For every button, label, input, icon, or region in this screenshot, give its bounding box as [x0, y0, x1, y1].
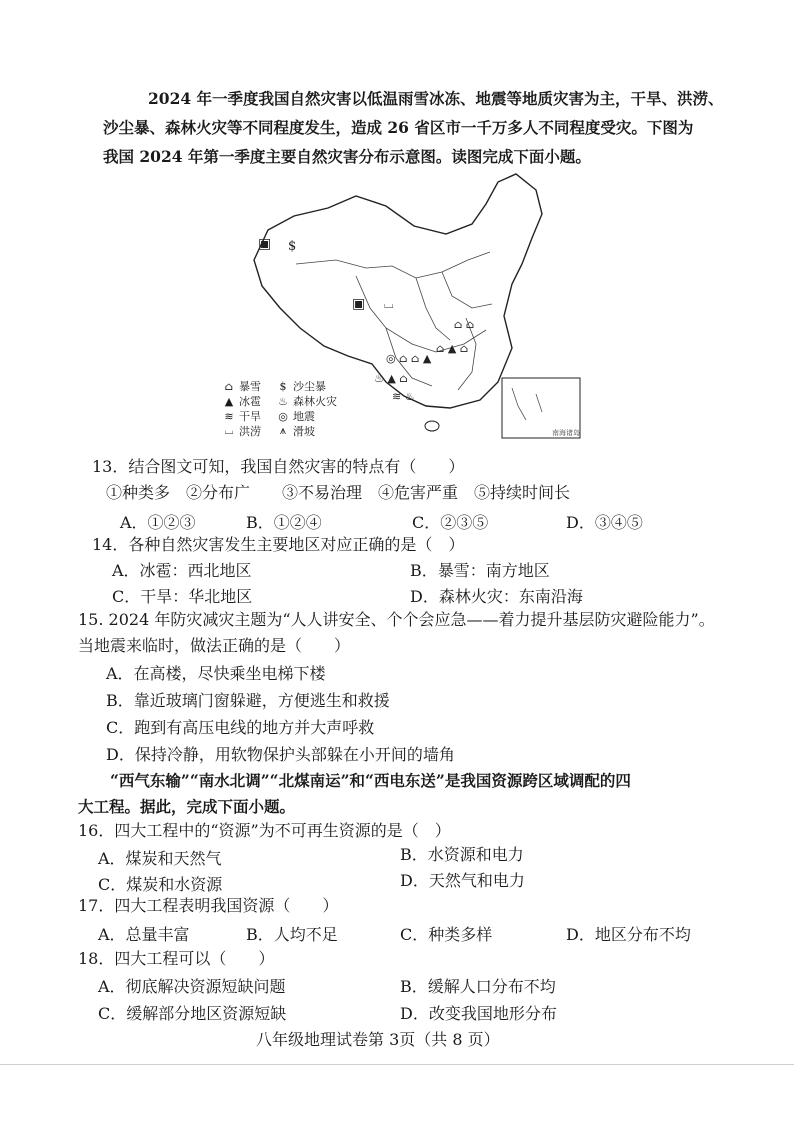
legend-forest-fire: ♨ 森林火灾	[276, 393, 337, 409]
question-14-option-b[interactable]: B．暴雪：南方地区	[410, 561, 550, 580]
question-14-option-d[interactable]: D．森林火灾：东南沿海	[410, 587, 583, 606]
question-16-option-d[interactable]: D．天然气和电力	[400, 871, 525, 890]
question-16-option-c[interactable]: C．煤炭和水资源	[98, 875, 223, 894]
flood-icon: ⌴	[224, 424, 234, 437]
question-15-option-b[interactable]: B．靠近玻璃门窗躲避，方便逃生和救援	[106, 691, 390, 710]
question-17-option-a[interactable]: A．总量丰富	[98, 925, 190, 944]
earthquake-icon: ◎	[278, 409, 288, 423]
disaster-map	[224, 168, 586, 448]
question-15-option-a[interactable]: A．在高楼，尽快乘坐电梯下楼	[106, 664, 326, 683]
intro-line-1: 2024 年一季度我国自然灾害以低温雨雪冰冻、地震等地质灾害为主，干旱、洪涝、	[148, 89, 724, 108]
svg-text:⌂ ▲ ⌂: ⌂ ▲ ⌂	[436, 342, 469, 355]
svg-text:▣: ▣	[352, 296, 366, 312]
question-13-option-c[interactable]: C．②③⑤	[412, 513, 489, 532]
forest-fire-icon: ♨	[278, 394, 288, 408]
legend-earthquake: ◎ 地震	[276, 408, 315, 424]
question-17-stem: 17．四大工程表明我国资源（ ）	[78, 896, 339, 915]
question-16-stem: 16．四大工程中的“资源”为不可再生资源的是（ ）	[78, 821, 451, 840]
hail-icon: ▲	[224, 394, 234, 408]
question-17-option-d[interactable]: D．地区分布不均	[566, 925, 691, 944]
legend-landslide: ⩚ 滑坡	[276, 423, 315, 439]
question-15-option-c[interactable]: C．跑到有高压电线的地方并大声呼救	[106, 718, 375, 737]
drought-icon: ≋	[224, 409, 234, 423]
intro-line-3: 我国 2024 年第一季度主要自然灾害分布示意图。读图完成下面小题。	[103, 147, 591, 166]
page-divider	[0, 1064, 794, 1065]
landslide-icon: ⩚	[279, 424, 287, 437]
svg-text:≋ ♨: ≋ ♨	[392, 390, 415, 403]
question-18-option-b[interactable]: B．缓解人口分布不均	[400, 977, 556, 996]
svg-text:⌂ ⌂: ⌂ ⌂	[454, 318, 475, 331]
svg-text:♨ ▲ ⌂: ♨ ▲ ⌂	[374, 372, 408, 385]
inset-label: 南海诸岛	[552, 429, 580, 437]
intro-line-2: 沙尘暴、森林火灾等不同程度发生，造成 26 省区市一千万多人不同程度受灾。下图为	[103, 118, 694, 137]
question-15-stem-1: 15. 2024 年防灾减灾主题为“人人讲安全、个个会应急——着力提升基层防灾避险能力”。	[78, 610, 715, 629]
question-13-option-d[interactable]: D．③④⑤	[566, 513, 643, 532]
legend-snowstorm: ⌂ 暴雪	[222, 378, 261, 394]
question-18-stem: 18．四大工程可以（ ）	[78, 949, 275, 968]
question-17-option-b[interactable]: B．人均不足	[246, 925, 338, 944]
sandstorm-icon: $	[279, 379, 287, 393]
snowstorm-icon: ⌂	[224, 379, 234, 393]
question-18-option-d[interactable]: D．改变我国地形分布	[400, 1004, 557, 1023]
legend-sandstorm: $ 沙尘暴	[276, 378, 326, 394]
question-14-stem: 14．各种自然灾害发生主要地区对应正确的是（ ）	[92, 535, 465, 554]
question-18-option-a[interactable]: A．彻底解决资源短缺问题	[98, 977, 286, 996]
svg-text:⌴: ⌴	[384, 297, 394, 311]
svg-text:▣: ▣	[258, 236, 272, 252]
question-16-option-b[interactable]: B．水资源和电力	[400, 845, 524, 864]
question-18-option-c[interactable]: C．缓解部分地区资源短缺	[98, 1004, 287, 1023]
question-14-option-c[interactable]: C．干旱：华北地区	[112, 587, 253, 606]
svg-text:◎ ⌂ ⌂ ▲: ◎ ⌂ ⌂ ▲	[386, 352, 432, 365]
question-17-option-c[interactable]: C．种类多样	[400, 925, 493, 944]
legend-hail: ▲ 冰雹	[222, 393, 261, 409]
svg-text:$: $	[288, 239, 297, 254]
question-14-option-a[interactable]: A．冰雹：西北地区	[112, 561, 252, 580]
question-13-option-a[interactable]: A．①②③	[120, 513, 196, 532]
question-16-option-a[interactable]: A．煤炭和天然气	[98, 849, 222, 868]
question-15-option-d[interactable]: D．保持冷静，用软物保护头部躲在小开间的墙角	[106, 745, 455, 764]
question-13-stem: 13．结合图文可知，我国自然灾害的特点有（ ）	[92, 457, 465, 476]
question-13-items: ①种类多 ②分布广 ③不易治理 ④危害严重 ⑤持续时间长	[106, 483, 571, 502]
legend-drought: ≋ 干旱	[222, 408, 261, 424]
legend-flood: ⌴ 洪涝	[222, 423, 261, 439]
question-13-option-b[interactable]: B．①②④	[246, 513, 322, 532]
passage-2-line-1: “西气东输”“南水北调”“北煤南运”和“西电东送”是我国资源跨区域调配的四	[110, 771, 631, 790]
question-15-stem-2: 当地震来临时，做法正确的是（ ）	[78, 636, 351, 655]
page-footer: 八年级地理试卷第 3页（共 8 页）	[256, 1030, 500, 1049]
passage-2-line-2: 大工程。据此，完成下面小题。	[78, 797, 296, 816]
